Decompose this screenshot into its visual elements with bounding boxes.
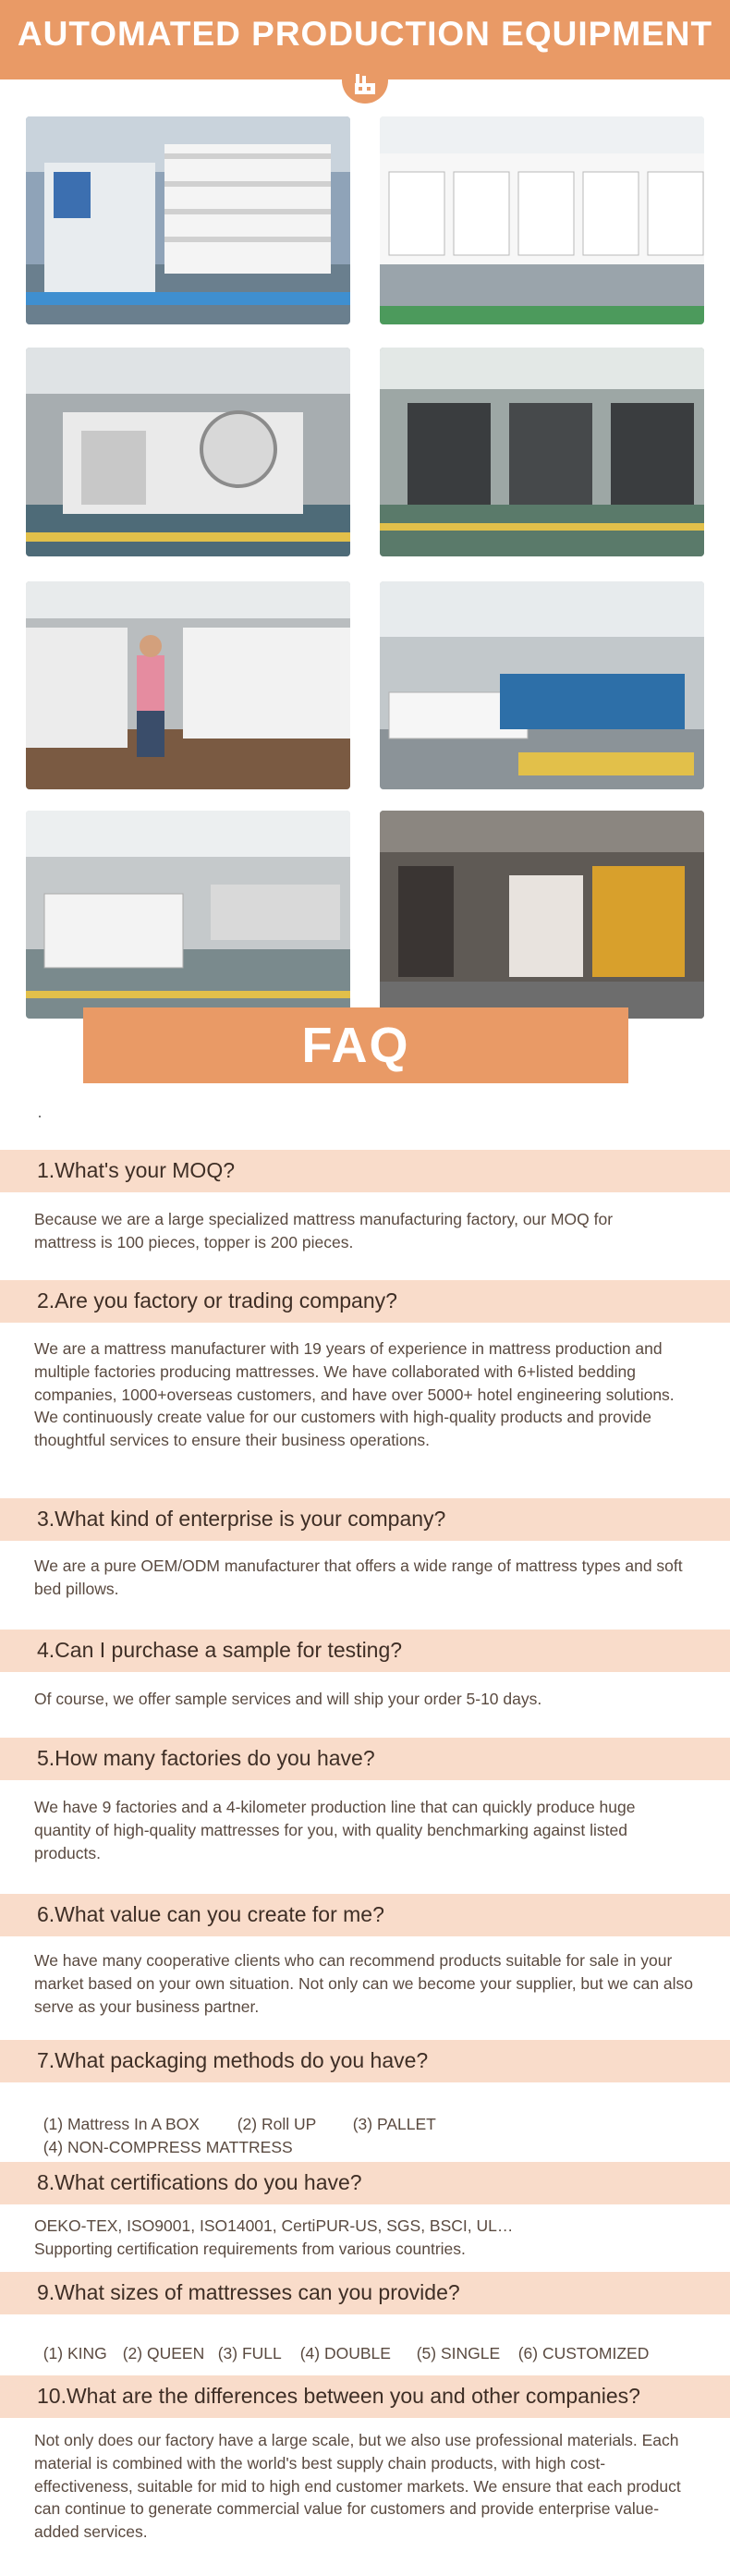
- faq-question-bar: [0, 2162, 730, 2204]
- size-option: (6) CUSTOMIZED: [517, 2344, 650, 2362]
- faq-question-bar: [0, 1150, 730, 1192]
- faq-question: 9.What sizes of mattresses can you provide?: [37, 2280, 460, 2304]
- machine-image: [26, 581, 350, 789]
- mattress-line-photo: [26, 348, 350, 556]
- packaging-options-row2: [34, 2118, 293, 2157]
- decorative-dot: [39, 1116, 41, 1117]
- faq-question-bar: [0, 2040, 730, 2082]
- worker-machine-photo: [26, 581, 350, 789]
- faq-answer-line: Supporting certification requirements from various countries.: [34, 2240, 466, 2258]
- faq-question: 6.What value can you create for me?: [37, 1902, 384, 1926]
- compression-line-photo: [380, 811, 704, 1019]
- faq-answer: We have 9 factories and a 4-kilometer production line that can quickly produce huge quantity of high-quality mattresses for you, with quality benchmarking against listed products.: [34, 1798, 636, 1862]
- faq-title: FAQ: [301, 1018, 410, 1073]
- factory-icon: [352, 70, 378, 96]
- faq-banner: [83, 1007, 628, 1083]
- faq-question: 8.What certifications do you have?: [37, 2170, 362, 2194]
- faq-question: 10.What are the differences between you and other companies?: [37, 2384, 640, 2408]
- workshop-floor-photo: [26, 811, 350, 1019]
- machine-image: [380, 811, 704, 1019]
- faq-answer: Of course, we offer sample services and will ship your order 5-10 days.: [34, 1690, 542, 1708]
- packaging-option: (2) Roll UP: [237, 2115, 317, 2133]
- faq-question: 2.Are you factory or trading company?: [37, 1288, 397, 1312]
- machine-image: [380, 348, 704, 556]
- faq-question-bar: [0, 1280, 730, 1323]
- machine-image: [380, 116, 704, 324]
- faq-answer-line: OEKO-TEX, ISO9001, ISO14001, CertiPUR-US, SGS, BSCI, UL…: [34, 2216, 514, 2235]
- faq-question-bar: [0, 2272, 730, 2314]
- size-option: (4) DOUBLE: [299, 2344, 391, 2362]
- faq-question: 4.Can I purchase a sample for testing?: [37, 1638, 403, 1662]
- faq-question: 5.How many factories do you have?: [37, 1746, 375, 1770]
- page-title: AUTOMATED PRODUCTION EQUIPMENT: [17, 15, 713, 53]
- packaging-option: (1) Mattress In A BOX: [43, 2115, 200, 2133]
- spring-coiling-photo: [380, 348, 704, 556]
- machine-image: [26, 811, 350, 1019]
- packaging-option: (4) NON-COMPRESS MATTRESS: [43, 2138, 293, 2156]
- machine-image: [380, 581, 704, 789]
- size-option: (2) QUEEN: [122, 2344, 205, 2362]
- faq-answer: We are a mattress manufacturer with 19 years of experience in mattress production and multiple factories producing mattresses. We have collaborated with 6+listed bedding companies, 1000+overseas customers, and have over 5000+ hotel engineering solutions. We continuously create value for our customers with high-quality products and provide thoughtful services to ensure their business operations.: [34, 1339, 675, 1450]
- faq-question-bar: [0, 2375, 730, 2418]
- faq-answer: Not only does our factory have a large scale, but we also use professional materials. Each material is combined with the world's best supply chain products, with high cost-effectiveness, suitable for mid to high end customer markets. We ensure that each product can continue to generate commercial value for customers and provide enterprise value-added services.: [34, 2431, 681, 2542]
- faq-answer: We are a pure OEM/ODM manufacturer that offers a wide range of mattress types and soft bed pillows.: [34, 1557, 683, 1598]
- faq-answer: We have many cooperative clients who can recommend products suitable for sale in your market based on your own situation. Not only can we become your supplier, but we can also serve as your business partner.: [34, 1951, 694, 2016]
- machine-image: [26, 116, 350, 324]
- size-options: [34, 2325, 649, 2363]
- faq-question: 7.What packaging methods do you have?: [37, 2048, 429, 2072]
- faq-question: 3.What kind of enterprise is your company?: [37, 1507, 446, 1531]
- faq-question-bar: [0, 1498, 730, 1541]
- machine-image: [26, 348, 350, 556]
- size-option: (3) FULL: [217, 2344, 282, 2362]
- quilting-machine-photo: [26, 116, 350, 324]
- faq-question: 1.What's your MOQ?: [37, 1158, 236, 1182]
- faq-question-bar: [0, 1894, 730, 1936]
- faq-question-bar: [0, 1738, 730, 1780]
- size-option: (5) SINGLE: [416, 2344, 501, 2362]
- packaging-option: (3) PALLET: [352, 2115, 436, 2133]
- panel-production-photo: [380, 581, 704, 789]
- faq-answer: Because we are a large specialized mattress manufacturing factory, our MOQ for mattress is 100 pieces, topper is 200 pieces.: [34, 1210, 614, 1251]
- size-option: (1) KING: [43, 2344, 107, 2362]
- faq-question-bar: [0, 1630, 730, 1672]
- embroidery-machine-photo: [380, 116, 704, 324]
